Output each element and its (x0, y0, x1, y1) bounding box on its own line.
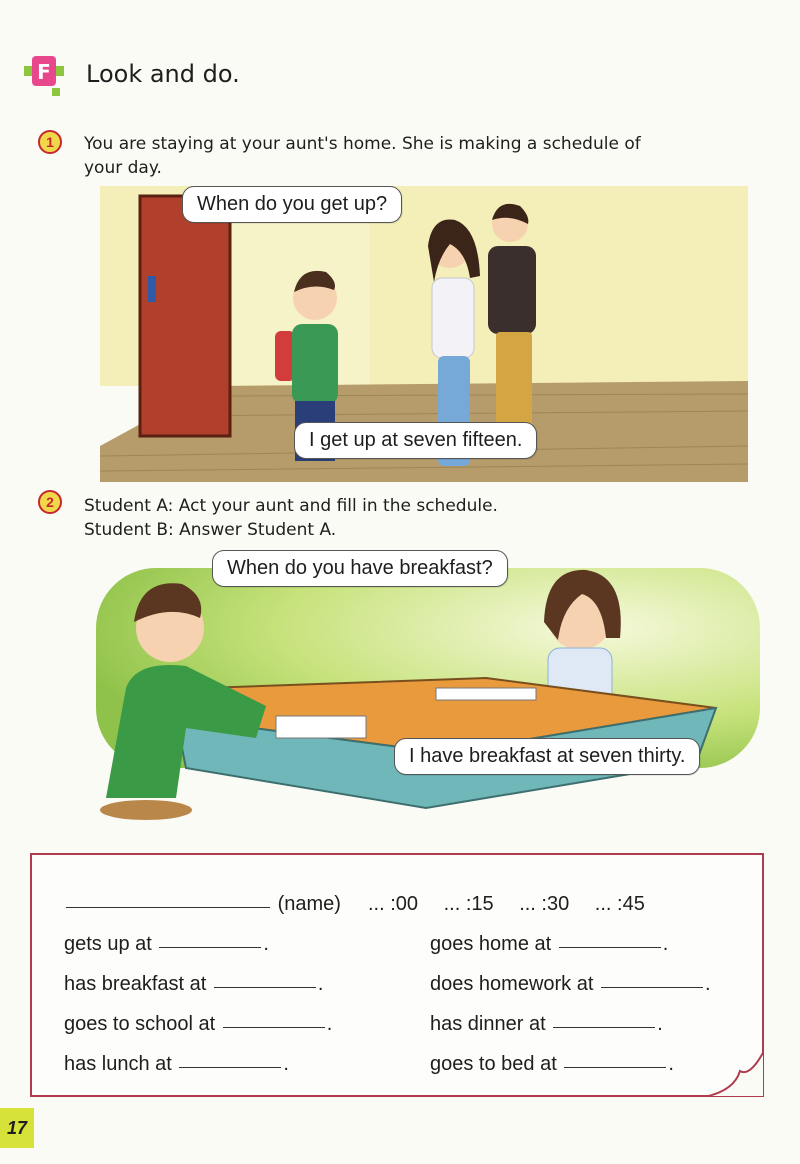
schedule-item-label: goes home at (430, 933, 552, 955)
schedule-item: has lunch at . (64, 1053, 289, 1075)
schedule-item: goes to school at . (64, 1013, 333, 1035)
section-letter: F (37, 60, 51, 84)
page-number: 17 (0, 1108, 34, 1148)
time-hints (368, 893, 645, 916)
page-curl-decoration (704, 1051, 764, 1097)
answer-blank[interactable] (214, 986, 316, 988)
speech-bubble-answer-1: I get up at seven fifteen. (294, 422, 537, 459)
schedule-item: gets up at . (64, 933, 269, 955)
scene-1-illustration (100, 186, 748, 482)
answer-blank[interactable] (179, 1066, 281, 1068)
answer-blank[interactable] (223, 1026, 325, 1028)
activity-number-1: 1 (38, 130, 62, 154)
speech-bubble-answer-2: I have breakfast at seven thirty. (394, 738, 700, 775)
answer-blank[interactable] (559, 946, 661, 948)
schedule-item-label: has dinner at (430, 1013, 546, 1035)
time-hint: ... :45 (594, 893, 645, 915)
name-row (64, 893, 341, 916)
schedule-item: does homework at . (430, 973, 711, 995)
scene-2-illustration (96, 548, 760, 830)
name-label: (name) (277, 893, 341, 915)
schedule-item: goes to bed at . (430, 1053, 674, 1075)
time-hint: ... :15 (443, 893, 494, 915)
answer-blank[interactable] (564, 1066, 666, 1068)
activity-2-instruction-line1: Student A: Act your aunt and fill in the schedule. (84, 496, 498, 516)
section-badge (24, 52, 64, 96)
schedule-item: goes home at . (430, 933, 669, 955)
speech-bubble-question-2: When do you have breakfast? (212, 550, 508, 587)
schedule-item-label: goes to bed at (430, 1053, 557, 1075)
schedule-worksheet (30, 853, 764, 1097)
activity-number-2: 2 (38, 490, 62, 514)
schedule-item-label: has breakfast at (64, 973, 207, 995)
time-hint: ... :00 (368, 893, 419, 915)
schedule-item: has dinner at . (430, 1013, 663, 1035)
schedule-item: has breakfast at . (64, 973, 324, 995)
answer-blank[interactable] (553, 1026, 655, 1028)
activity-1-instruction (84, 132, 641, 180)
activity-1-instruction-line2: your day. (84, 158, 162, 178)
schedule-item-label: goes to school at (64, 1013, 216, 1035)
schedule-item-label: gets up at (64, 933, 152, 955)
time-hint: ... :30 (519, 893, 570, 915)
section-title: Look and do. (86, 60, 240, 88)
activity-2-instruction (84, 494, 498, 542)
answer-blank[interactable] (159, 946, 261, 948)
answer-blank[interactable] (601, 986, 703, 988)
activity-1-instruction-line1: You are staying at your aunt's home. She is making a schedule of (84, 134, 641, 154)
schedule-item-label: has lunch at (64, 1053, 172, 1075)
speech-bubble-question-1: When do you get up? (182, 186, 402, 223)
activity-2-instruction-line2: Student B: Answer Student A. (84, 520, 337, 540)
name-blank[interactable] (66, 906, 270, 908)
schedule-item-label: does homework at (430, 973, 594, 995)
